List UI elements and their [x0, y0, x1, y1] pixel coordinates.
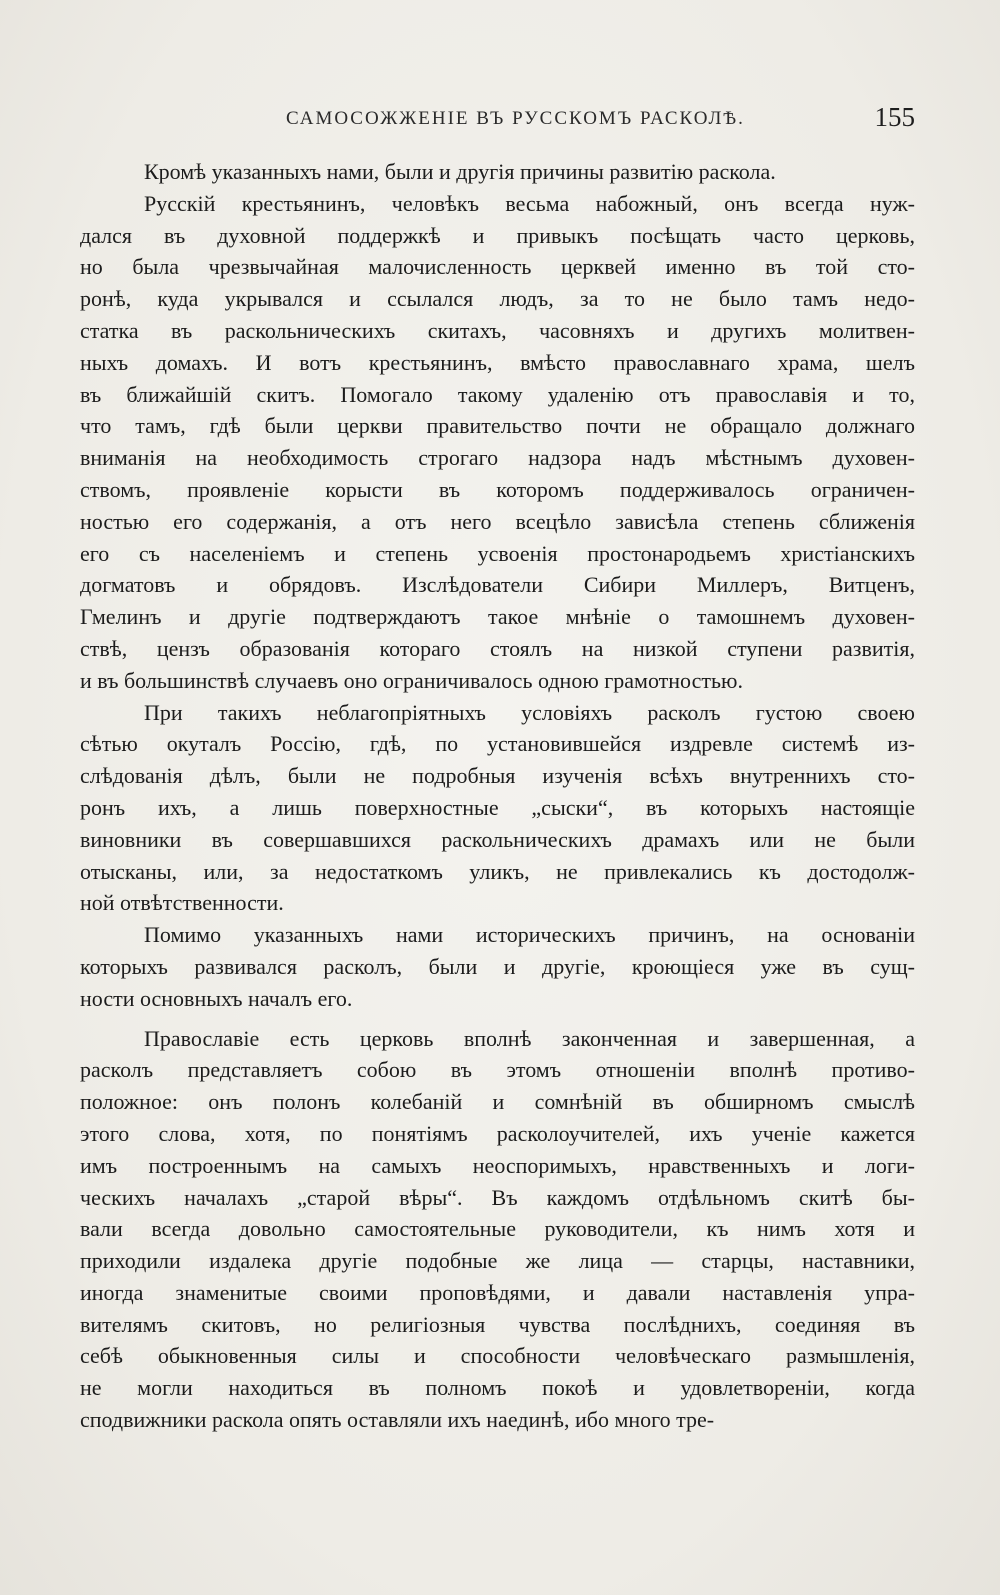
text-line: положное: онъ полонъ колебаній и сомнѣній въ обширномъ смыслѣ [80, 1089, 915, 1115]
text-line: что тамъ, гдѣ были церкви правительство почти не обращало должнаго [80, 413, 915, 439]
text-line: слѣдованія дѣлъ, были не подробныя изученія всѣхъ внутреннихъ сто- [80, 763, 915, 789]
text-line: въ ближайшій скитъ. Помогало такому удаленію отъ православія и то, [80, 381, 915, 407]
text-line: иногда знаменитые своими проповѣдями, и давали наставленія упра- [80, 1279, 915, 1305]
text-line: себѣ обыкновенныя силы и способности человѣческаго размышленія, [80, 1343, 915, 1369]
text-line: сподвижники раскола опять оставляли ихъ наединѣ, ибо много тре- [80, 1407, 715, 1433]
text-line: ныхъ домахъ. И вотъ крестьянинъ, вмѣсто православнаго храма, шелъ [80, 349, 915, 375]
page-header [80, 102, 915, 142]
text-line: ронъ ихъ, а лишь поверхностные „сыски“, въ которыхъ настоящіе [80, 794, 915, 820]
paragraph-gap [80, 1015, 915, 1023]
text-line: которыхъ развивался расколъ, были и другіе, кроющіеся уже въ сущ- [80, 953, 915, 979]
paragraph [80, 156, 915, 188]
text-line: не могли находиться въ полномъ покоѣ и удовлетвореніи, когда [80, 1375, 915, 1401]
text-line: Гмелинъ и другіе подтверждаютъ такое мнѣніе о тамошнемъ духовен- [80, 604, 915, 630]
paragraph [80, 919, 915, 1014]
text-line: и въ большинствѣ случаевъ оно ограничивалось одною грамотностью. [80, 667, 743, 693]
text-line: вителямъ скитовъ, но религіозныя чувства послѣднихъ, соединяя въ [80, 1311, 915, 1337]
text-line: Помимо указанныхъ нами историческихъ причинъ, на основаніи [144, 922, 915, 948]
text-line: догматовъ и обрядовъ. Изслѣдователи Сибири Миллеръ, Витценъ, [80, 572, 915, 598]
text-line: ной отвѣтственности. [80, 890, 284, 916]
body-text [80, 156, 915, 1436]
text-line: этого слова, хотя, по понятіямъ расколоучителей, ихъ ученіе кажется [80, 1120, 915, 1146]
text-line: но была чрезвычайная малочисленность церквей именно въ той сто- [80, 254, 915, 280]
page-number: 155 [874, 102, 915, 132]
text-line: Кромѣ указанныхъ нами, были и другія причины развитію раскола. [144, 159, 776, 184]
text-line: отысканы, или, за недостаткомъ уликъ, не привлекались къ достодолж- [80, 858, 915, 884]
paragraph [80, 188, 915, 697]
text-line: Православіе есть церковь вполнѣ законченная и завершенная, а [144, 1025, 915, 1051]
text-line: Русскій крестьянинъ, человѣкъ весьма набожный, онъ всегда нуж- [144, 190, 915, 216]
text-line: ностью его содержанія, а отъ него всецѣло зависѣла степень сближенія [80, 508, 915, 534]
text-line: ствомъ, проявленіе корысти въ которомъ поддерживалось ограничен- [80, 476, 915, 502]
text-line: дался въ духовной поддержкѣ и привыкъ посѣщать часто церковь, [80, 222, 915, 248]
running-head: САМОСОЖЖЕНІЕ ВЪ РУССКОМЪ РАСКОЛѢ. [286, 108, 745, 129]
text-line: расколъ представляетъ собою въ этомъ отношеніи вполнѣ противо- [80, 1057, 915, 1083]
text-line: статка въ раскольническихъ скитахъ, часовняхъ и другихъ молитвен- [80, 317, 915, 343]
text-line: приходили издалека другіе подобные же лица — старцы, наставники, [80, 1248, 915, 1274]
text-line: При такихъ неблагопріятныхъ условіяхъ расколъ густою своею [144, 699, 915, 725]
text-line: виновники въ совершавшихся раскольническихъ драмахъ или не были [80, 826, 915, 852]
text-line: ческихъ началахъ „старой вѣры“. Въ каждомъ отдѣльномъ скитѣ бы- [80, 1184, 915, 1210]
text-line: ствѣ, цензъ образованія котораго стоялъ на низкой ступени развитія, [80, 635, 915, 661]
paragraph [80, 697, 915, 920]
text-line: его съ населеніемъ и степень усвоенія простонародьемъ христіанскихъ [80, 540, 915, 566]
text-line: вали всегда довольно самостоятельные руководители, къ нимъ хотя и [80, 1216, 915, 1242]
paragraph [80, 1023, 915, 1436]
text-line: вниманія на необходимость строгаго надзора надъ мѣстнымъ духовен- [80, 445, 915, 471]
text-line: ности основныхъ началъ его. [80, 985, 353, 1011]
text-line: ронѣ, куда укрывался и ссылался людъ, за то не было тамъ недо- [80, 286, 915, 312]
text-line: сѣтью окуталъ Россію, гдѣ, по установившейся издревле системѣ из- [80, 731, 915, 757]
text-line: имъ построеннымъ на самыхъ неоспоримыхъ, нравственныхъ и логи- [80, 1152, 915, 1178]
